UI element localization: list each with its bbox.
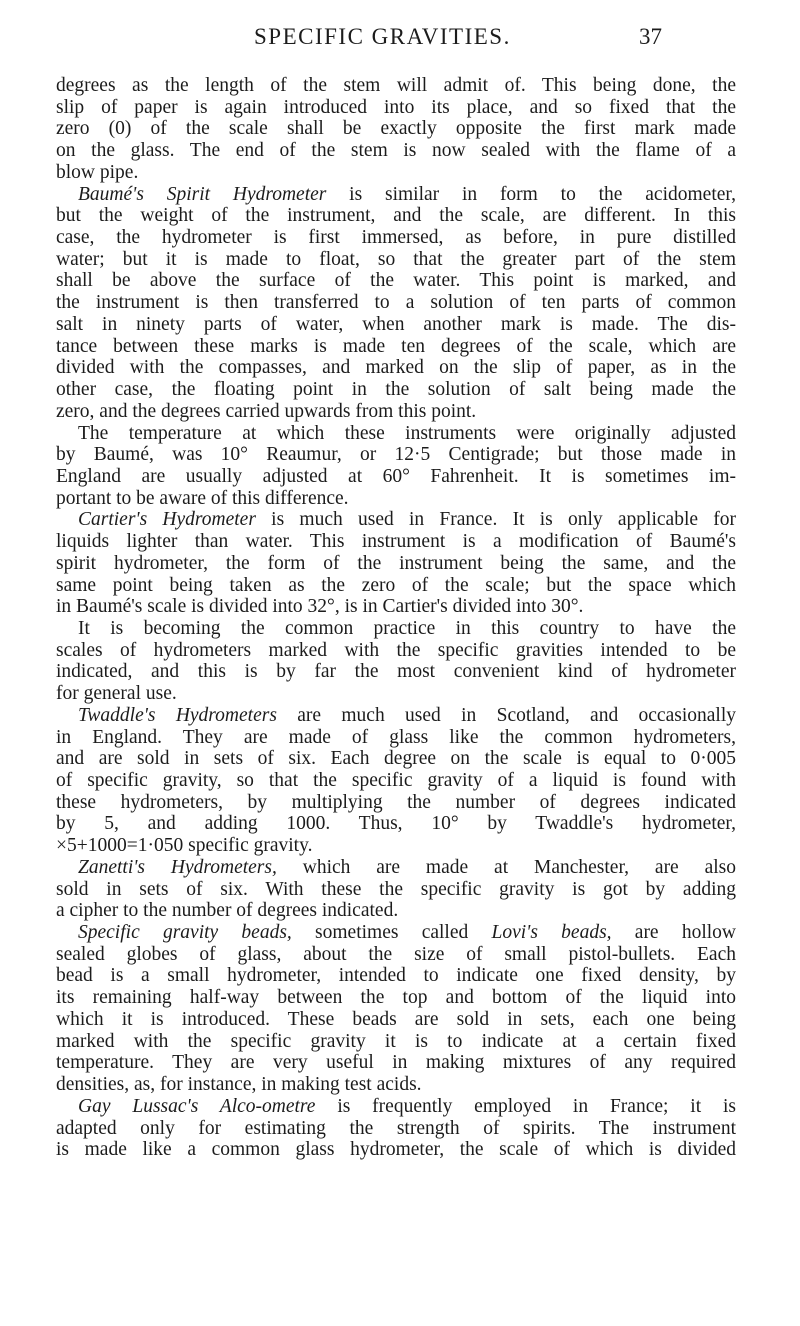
text-run: these hydrometers, by multiplying the number of degrees indicated	[56, 791, 736, 813]
text-line	[56, 640, 736, 662]
text-line	[56, 748, 736, 770]
text-line	[56, 813, 736, 835]
italic-term: Baumé's Spirit Hydrometer	[78, 183, 327, 205]
text-run: zero, and the degrees carried upwards from this point.	[56, 400, 477, 422]
text-run: which it is introduced. These beads are sold in sets, each one being	[56, 1008, 736, 1030]
text-run: by 5, and adding 1000. Thus, 10° by Twaddle's hydrometer,	[56, 813, 736, 835]
italic-term: Lovi's beads,	[491, 922, 612, 944]
text-run: other case, the floating point in the solution of salt being made the	[56, 379, 736, 401]
text-line	[56, 792, 736, 814]
text-run: sealed globes of glass, about the size of small pistol-bullets. Each	[56, 943, 736, 965]
text-line	[56, 553, 736, 575]
text-line	[56, 249, 736, 271]
page-number: 37	[639, 24, 662, 49]
text-line	[56, 488, 736, 510]
text-line	[56, 184, 736, 206]
text-run: case, the hydrometer is first immersed, as before, in pure distilled	[56, 227, 736, 249]
text-run: slip of paper is again introduced into its place, and so fixed that the	[56, 96, 736, 118]
text-line	[56, 683, 736, 705]
text-line	[56, 900, 736, 922]
text-line	[56, 401, 736, 423]
text-line	[56, 1139, 736, 1161]
text-line	[56, 509, 736, 531]
text-run: by Baumé, was 10° Reaumur, or 12·5 Centigrade; but those made in	[56, 444, 736, 466]
text-line	[56, 1096, 736, 1118]
text-line	[56, 270, 736, 292]
text-line	[56, 357, 736, 379]
text-run: salt in ninety parts of water, when another mark is made. The dis-	[56, 313, 736, 335]
text-run: in England. They are made of glass like the common hydrometers,	[56, 726, 736, 748]
italic-term: Cartier's Hydrometer	[78, 509, 256, 531]
text-line	[56, 922, 736, 944]
text-run: in Baumé's scale is divided into 32°, is in Cartier's divided into 30°.	[56, 596, 584, 618]
text-line	[56, 770, 736, 792]
text-run: portant to be aware of this difference.	[56, 487, 349, 509]
text-run: indicated, and this is by far the most convenient kind of hydrometer	[56, 661, 736, 683]
text-run: sold in sets of six. With these the specific gravity is got by adding	[56, 878, 736, 900]
text-line	[56, 162, 736, 184]
text-run: bead is a small hydrometer, intended to indicate one fixed density, by	[56, 965, 736, 987]
text-line	[56, 205, 736, 227]
text-line	[56, 857, 736, 879]
text-run: shall be above the surface of the water. This point is marked, and	[56, 270, 736, 292]
text-run: the instrument is then transferred to a solution of ten parts of common	[56, 292, 736, 314]
text-line	[56, 705, 736, 727]
text-run: blow pipe.	[56, 161, 139, 183]
text-run: spirit hydrometer, the form of the instrument being the same, and the	[56, 552, 736, 574]
text-line	[56, 661, 736, 683]
text-run: a cipher to the number of degrees indicated.	[56, 900, 399, 922]
text-line	[56, 835, 736, 857]
text-line	[56, 314, 736, 336]
text-line	[56, 575, 736, 597]
text-run: is made like a common glass hydrometer, the scale of which is divided	[56, 1139, 736, 1161]
text-run: temperature. They are very useful in making mixtures of any required	[56, 1052, 736, 1074]
text-run: of specific gravity, so that the specific gravity of a liquid is found with	[56, 770, 736, 791]
text-run: and are sold in sets of six. Each degree on the scale is equal to 0·005	[56, 748, 736, 770]
text-line	[56, 1009, 736, 1031]
text-line	[56, 531, 736, 553]
text-line	[56, 75, 736, 97]
text-run: on the glass. The end of the stem is now sealed with the flame of a	[56, 140, 736, 162]
text-run: adapted only for estimating the strength of spirits. The instrument	[56, 1117, 736, 1139]
text-run: England are usually adjusted at 60° Fahrenheit. It is sometimes im-	[56, 465, 736, 487]
text-line	[56, 466, 736, 488]
text-run: It is becoming the common practice in this country to have the	[78, 617, 736, 639]
text-line	[56, 140, 736, 162]
text-line	[56, 444, 736, 466]
text-run: water; but it is made to float, so that the greater part of the stem	[56, 248, 736, 270]
italic-term: Twaddle's Hydrometers	[78, 704, 277, 726]
text-run: scales of hydrometers marked with the specific gravities intended to be	[56, 639, 736, 661]
text-line	[56, 1052, 736, 1074]
body-text	[56, 75, 736, 1161]
text-run: zero (0) of the scale shall be exactly opposite the first mark made	[56, 118, 736, 140]
text-line	[56, 944, 736, 966]
text-line	[56, 727, 736, 749]
text-line	[56, 336, 736, 358]
text-line	[56, 1074, 736, 1096]
text-line	[56, 879, 736, 901]
text-run: tance between these marks is made ten degrees of the scale, which are	[56, 335, 736, 357]
text-line	[56, 1031, 736, 1053]
text-run: sometimes called	[291, 922, 492, 944]
text-run: are hollow	[611, 922, 736, 944]
text-line	[56, 618, 736, 640]
text-run: divided with the compasses, and marked on the slip of paper, as in the	[56, 357, 736, 379]
text-line	[56, 118, 736, 140]
italic-term: Specific gravity beads,	[78, 922, 292, 944]
text-run: is much used in France. It is only applicable for	[255, 509, 736, 531]
italic-term: Zanetti's Hydrometers,	[78, 856, 277, 878]
text-line	[56, 1118, 736, 1140]
text-line	[56, 965, 736, 987]
text-run: is frequently employed in France; it is	[315, 1095, 736, 1117]
italic-term: Gay Lussac's Alco-ometre	[78, 1095, 316, 1117]
text-run: but the weight of the instrument, and the scale, are different. In this	[56, 205, 736, 227]
text-run: same point being taken as the zero of the scale; but the space which	[56, 574, 736, 596]
text-run: its remaining half-way between the top and bottom of the liquid into	[56, 987, 736, 1009]
text-line	[56, 987, 736, 1009]
text-line	[56, 596, 736, 618]
text-run: which are made at Manchester, are also	[276, 856, 736, 878]
text-line	[56, 97, 736, 119]
running-head: SPECIFIC GRAVITIES.	[254, 24, 511, 49]
text-run: degrees as the length of the stem will admit of. This being done, the	[56, 75, 736, 96]
text-run: ×5+1000=1·050 specific gravity.	[56, 835, 313, 857]
text-run: liquids lighter than water. This instrument is a modification of Baumé's	[56, 531, 736, 553]
text-line	[56, 379, 736, 401]
text-line	[56, 227, 736, 249]
text-run: for general use.	[56, 683, 177, 705]
text-run: The temperature at which these instruments were originally adjusted	[78, 422, 736, 444]
text-run: densities, as, for instance, in making test acids.	[56, 1074, 422, 1096]
text-line	[56, 423, 736, 445]
text-run: is similar in form to the acidometer,	[326, 183, 736, 205]
page-header	[254, 24, 674, 56]
text-run: marked with the specific gravity it is to indicate at a certain fixed	[56, 1030, 736, 1052]
text-run: are much used in Scotland, and occasionally	[276, 704, 736, 726]
text-line	[56, 292, 736, 314]
